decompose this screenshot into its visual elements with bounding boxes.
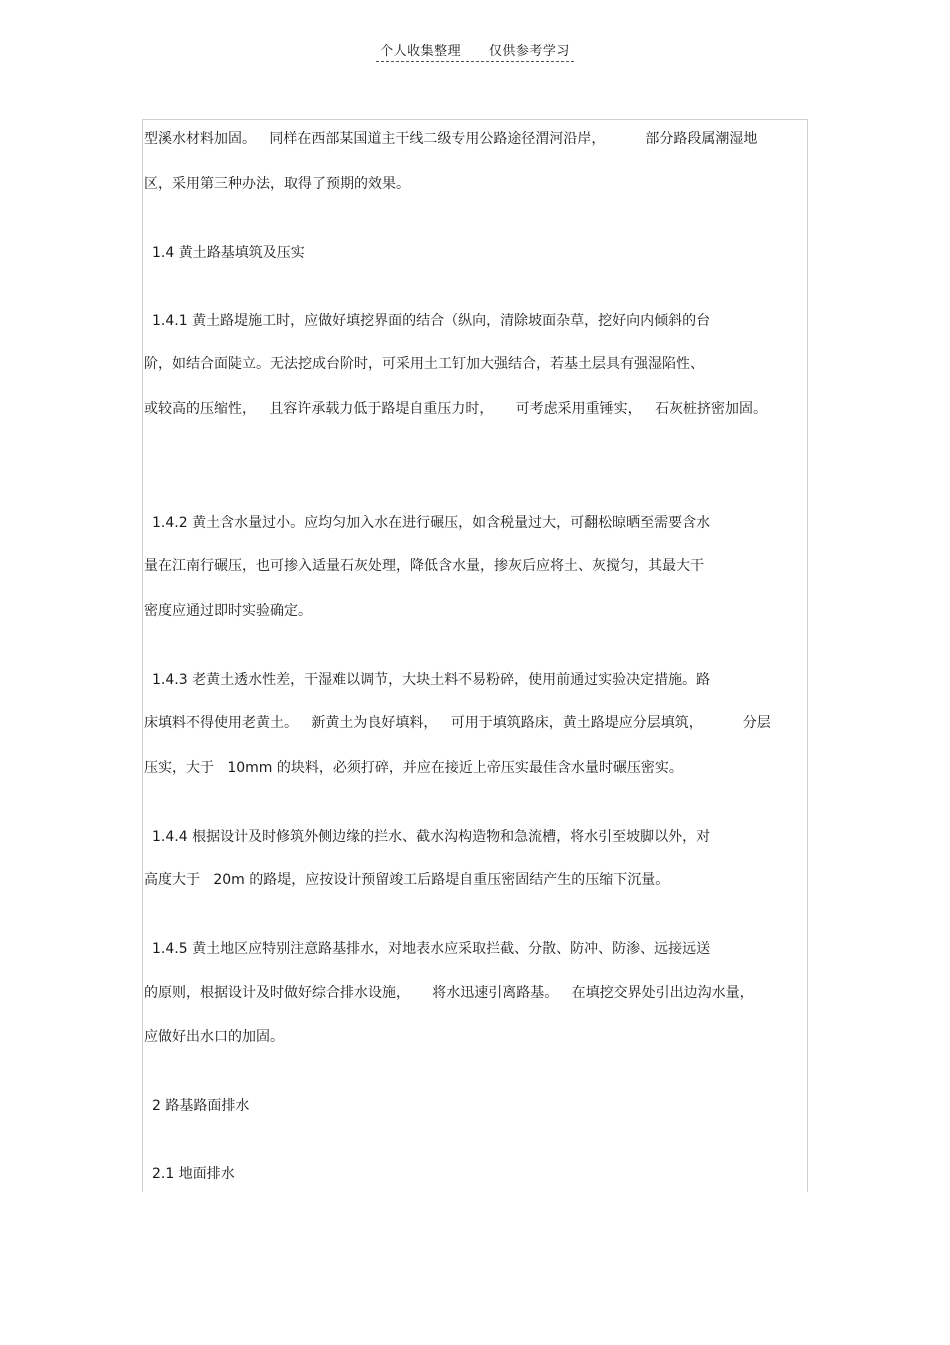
paragraph-line: 高度大于 20m 的路堤，应按设计预留竣工后路堤自重压密固结产生的压缩下沉量。 bbox=[144, 872, 670, 888]
section-heading: 2 路基路面排水 bbox=[152, 1098, 250, 1114]
paragraph-line: 1.4.2 黄土含水量过小。应均匀加入水在进行碾压，如含税量过大，可翻松晾晒至需要含水 bbox=[152, 515, 711, 531]
paragraph-line: 床填料不得使用老黄土。 新黄土为良好填料， 可用于填筑路床，黄土路堤应分层填筑， 分层 bbox=[144, 715, 771, 731]
paragraph-line: 密度应通过即时实验确定。 bbox=[144, 603, 312, 619]
paragraph-line: 量在江南行碾压，也可掺入适量石灰处理，降低含水量，掺灰后应将土、灰搅匀，其最大干 bbox=[144, 558, 704, 574]
header-text: 个人收集整理 仅供参考学习 bbox=[376, 40, 574, 62]
paragraph-line: 1.4.1 黄土路堤施工时，应做好填挖界面的结合（纵向，清除坡面杂草，挖好向内倾斜的台 bbox=[152, 313, 711, 329]
paragraph-line: 压实，大于 10mm 的块料，必须打碎，并应在接近上帝压实最佳含水量时碾压密实。 bbox=[144, 760, 683, 776]
paragraph-line: 应做好出水口的加固。 bbox=[144, 1029, 284, 1045]
paragraph-line: 1.4.3 老黄土透水性差，干湿难以调节，大块土料不易粉碎，使用前通过实验决定措施。路 bbox=[152, 672, 711, 688]
paragraph-line: 1.4.4 根据设计及时修筑外侧边缘的拦水、截水沟构造物和急流槽，将水引至坡脚以外，对 bbox=[152, 829, 711, 845]
page-header bbox=[0, 40, 950, 62]
paragraph-line: 型溪水材料加固。 同样在西部某国道主干线二级专用公路途径渭河沿岸， 部分路段属潮湿地 bbox=[144, 131, 758, 147]
paragraph-line: 的原则，根据设计及时做好综合排水设施， 将水迅速引离路基。 在填挖交界处引出边沟水量， bbox=[144, 985, 754, 1001]
paragraph-line: 或较高的压缩性， 且容许承载力低于路堤自重压力时， 可考虑采用重锤实， 石灰桩挤密加固。 bbox=[144, 401, 767, 417]
section-heading: 1.4 黄土路基填筑及压实 bbox=[152, 245, 305, 261]
section-heading: 2.1 地面排水 bbox=[152, 1166, 235, 1182]
paragraph-line: 区，采用第三种办法，取得了预期的效果。 bbox=[144, 176, 410, 192]
paragraph-line: 阶，如结合面陡立。无法挖成台阶时，可采用土工钉加大强结合，若基土层具有强湿陷性、 bbox=[144, 356, 704, 372]
paragraph-line: 1.4.5 黄土地区应特别注意路基排水，对地表水应采取拦截、分散、防冲、防渗、远接远送 bbox=[152, 941, 711, 957]
